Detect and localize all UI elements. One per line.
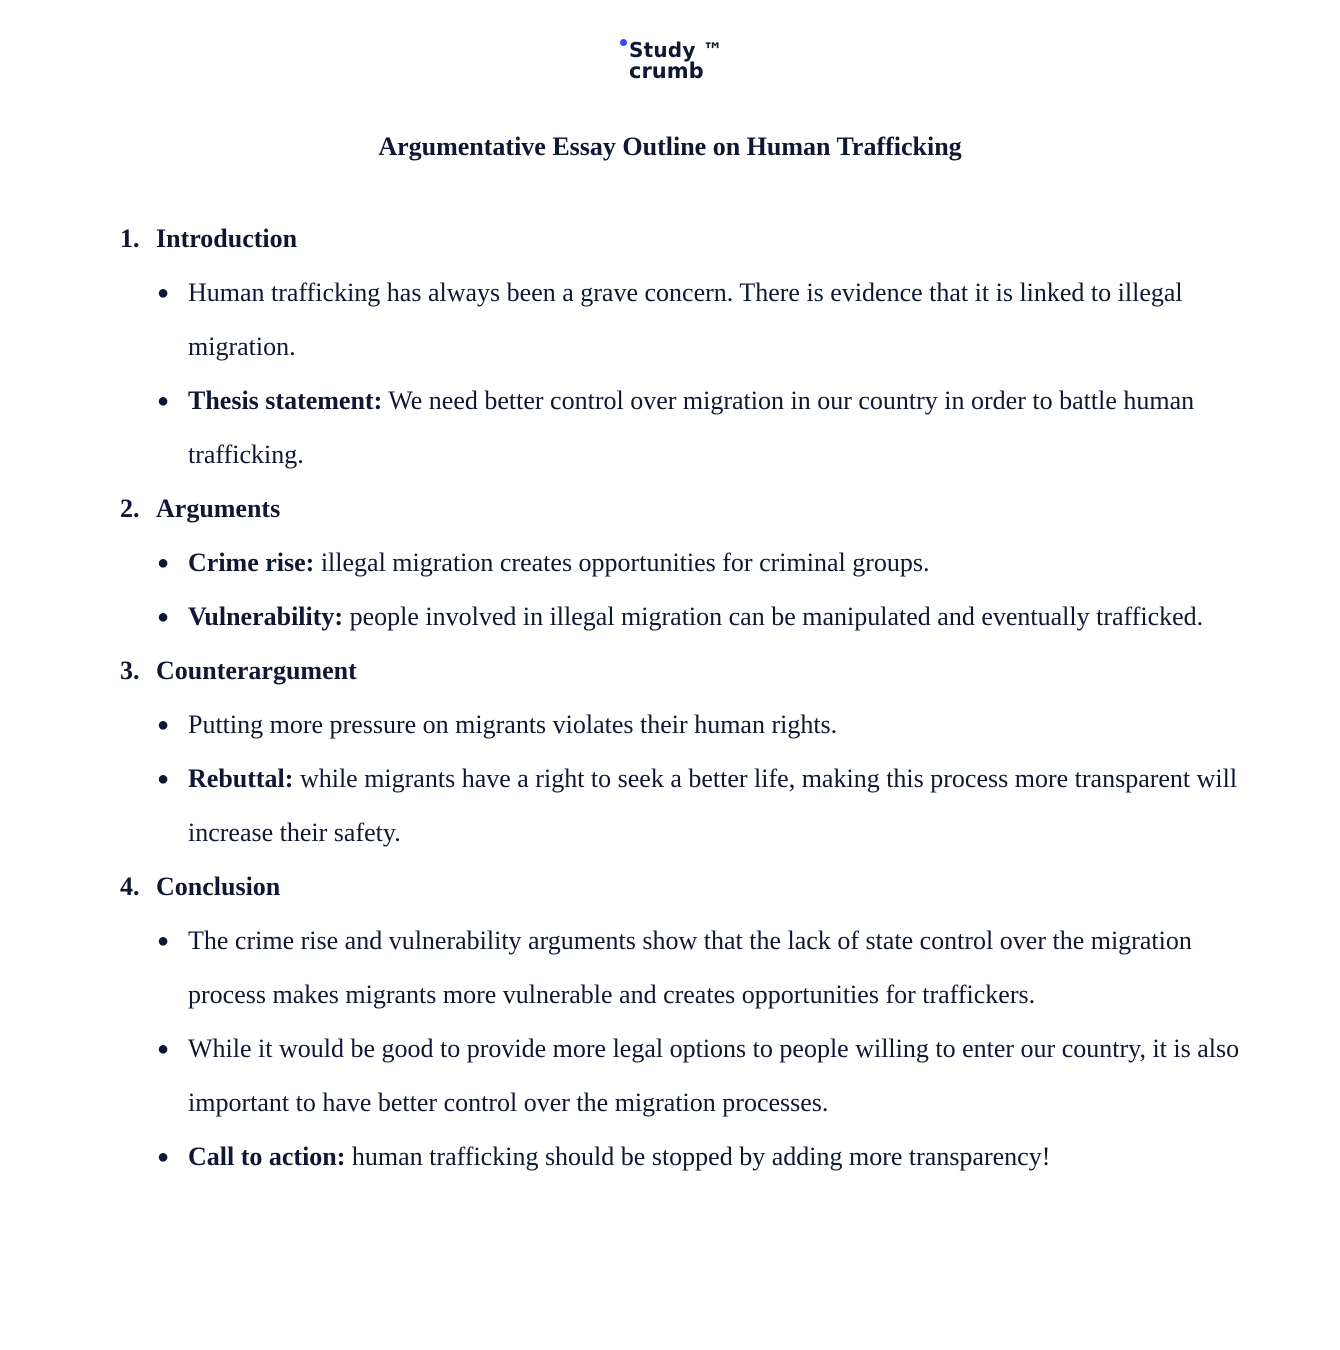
document-title: Argumentative Essay Outline on Human Trafficking (378, 132, 962, 161)
section-heading (120, 644, 1250, 698)
section-number: 4. (120, 872, 140, 901)
section-number: 3. (120, 656, 140, 685)
section-title: Counterargument (156, 656, 357, 685)
bullet-item (120, 374, 1250, 482)
bullet-item (120, 536, 1250, 590)
bullet-item (120, 698, 1250, 752)
bullet-item (120, 1130, 1250, 1184)
section-heading (120, 860, 1250, 914)
section-heading (120, 482, 1250, 536)
bullet-item (120, 1022, 1250, 1130)
logo-dot-icon (620, 39, 627, 46)
section-number: 1. (120, 224, 140, 253)
bullet-item (120, 590, 1250, 644)
bullet-text: The crime rise and vulnerability arguments show that the lack of state control over the migration process makes migrants more vulnerable and creates opportunities for traffickers. (188, 926, 1192, 1009)
studycrumb-logo (629, 38, 739, 88)
logo-line-2: crumb (629, 59, 704, 83)
bullet-text: while migrants have a right to seek a better life, making this process more transparent will increase their safety. (188, 764, 1238, 847)
bullet-label: Thesis statement: (188, 386, 383, 415)
essay-outline (120, 212, 1250, 1184)
outline-section-counterargument (120, 644, 1250, 860)
bullet-text: illegal migration creates opportunities for criminal groups. (314, 548, 930, 577)
bullet-label: Crime rise: (188, 548, 315, 577)
bullet-text: We need better control over migration in our country in order to battle human trafficking. (188, 386, 1195, 469)
bullet-item (120, 752, 1250, 860)
bullet-list (120, 536, 1250, 644)
bullet-list (120, 914, 1250, 1184)
outline-section-conclusion (120, 860, 1250, 1184)
bullet-icon: ● (157, 930, 170, 952)
bullet-icon: ● (157, 714, 170, 736)
bullet-text: While it would be good to provide more legal options to people willing to enter our country, it is also important to have better control over the migration processes. (188, 1034, 1240, 1117)
outline-section-introduction (120, 212, 1250, 482)
bullet-text: Human trafficking has always been a grave concern. There is evidence that it is linked to illegal migration. (188, 278, 1183, 361)
bullet-item (120, 266, 1250, 374)
bullet-icon: ● (157, 1146, 170, 1168)
section-title: Arguments (156, 494, 281, 523)
bullet-icon: ● (157, 768, 170, 790)
section-number: 2. (120, 494, 140, 523)
section-title: Introduction (156, 224, 298, 253)
bullet-icon: ● (157, 282, 170, 304)
bullet-label: Rebuttal: (188, 764, 294, 793)
bullet-label: Call to action: (188, 1142, 346, 1171)
bullet-icon: ● (157, 1038, 170, 1060)
bullet-item (120, 914, 1250, 1022)
logo-line-1: Study ™ (629, 38, 723, 62)
bullet-text: people involved in illegal migration can be manipulated and eventually trafficked. (343, 602, 1204, 631)
bullet-text: Putting more pressure on migrants violates their human rights. (188, 710, 838, 739)
bullet-list (120, 698, 1250, 860)
bullet-icon: ● (157, 390, 170, 412)
section-heading (120, 212, 1250, 266)
bullet-icon: ● (157, 552, 170, 574)
outline-section-arguments (120, 482, 1250, 644)
bullet-label: Vulnerability: (188, 602, 344, 631)
section-title: Conclusion (156, 872, 281, 901)
bullet-list (120, 266, 1250, 482)
bullet-text: human trafficking should be stopped by adding more transparency! (345, 1142, 1051, 1171)
bullet-icon: ● (157, 606, 170, 628)
